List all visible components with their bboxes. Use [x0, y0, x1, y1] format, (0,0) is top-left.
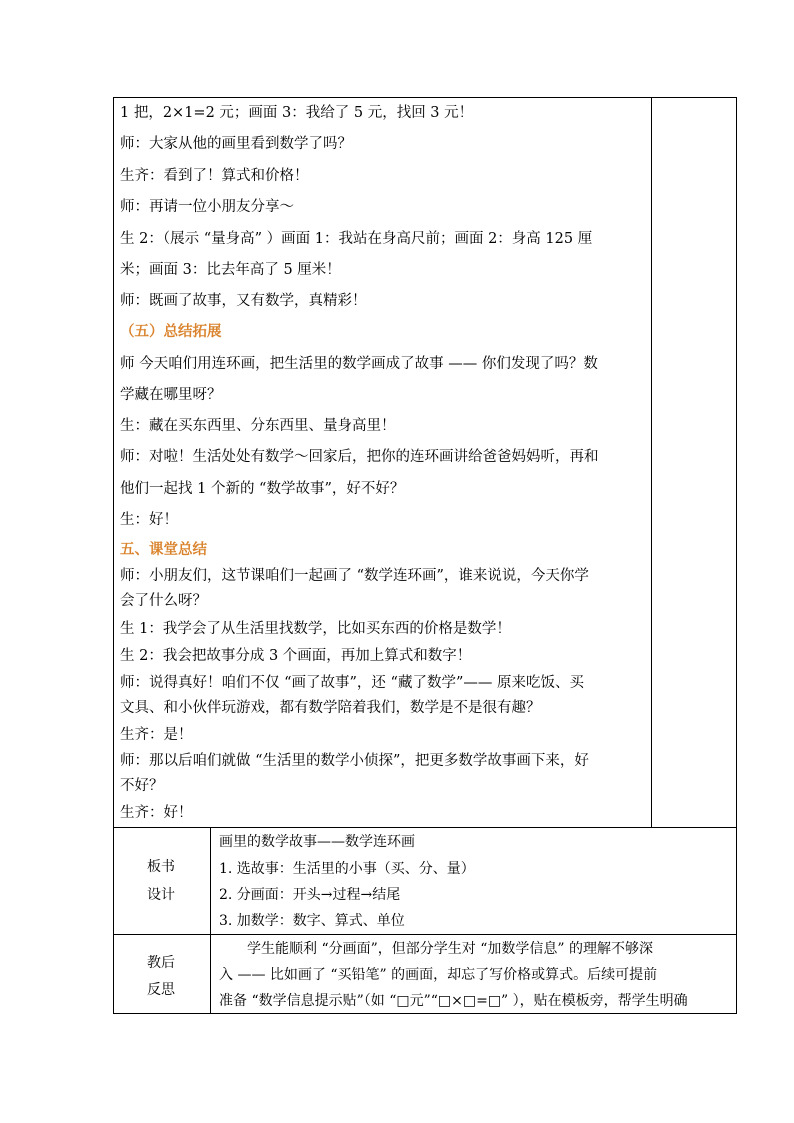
section-heading-class-summary: 五、课堂总结: [120, 541, 207, 558]
board-design-item: 3. 加数学：数字、算式、单位: [219, 913, 405, 929]
lesson-line: 师：那以后咱们就做 “生活里的数学小侦探”，把更多数学故事画下来，好: [120, 753, 589, 769]
lesson-line: 师：再请一位小朋友分享～: [120, 199, 294, 215]
board-design-title: 画里的数学故事——数学连环画: [219, 834, 415, 850]
lesson-line: 师：既画了故事，又有数学，真精彩！: [120, 293, 367, 309]
notes-column-divider: [651, 97, 652, 827]
lesson-line: 师：对啦！生活处处有数学～回家后，把你的连环画讲给爸爸妈妈听，再和: [120, 449, 599, 465]
lesson-line: 生：好！: [120, 512, 178, 528]
lesson-line: 师 今天咱们用连环画，把生活里的数学画成了故事 —— 你们发现了吗？数: [120, 356, 598, 372]
reflection-text-line: 学生能顺利 “分画面”，但部分学生对 “加数学信息” 的理解不够深: [219, 941, 653, 957]
lesson-line: 不好？: [120, 778, 164, 794]
lesson-line: 会了什么呀？: [120, 593, 207, 609]
label-column-divider: [210, 827, 211, 1014]
reflection-label-2: 反思: [147, 982, 175, 998]
lesson-line: 他们一起找 1 个新的 “数学故事”，好不好？: [120, 481, 405, 497]
lesson-line: 生齐：好！: [120, 805, 193, 821]
lesson-line: 生齐：看到了！算式和价格！: [120, 168, 309, 184]
lesson-line: 生齐：是！: [120, 727, 193, 743]
table-border-bottom: [113, 1013, 737, 1014]
lesson-line: 米；画面 3：比去年高了 5 厘米！: [120, 262, 341, 278]
lesson-line: 1 把，2×1=2 元；画面 3：我给了 5 元，找回 3 元！: [120, 105, 474, 121]
lesson-line: 生 2：（展示 “量身高” ）画面 1：我站在身高尺前；画面 2：身高 125 厘: [120, 231, 593, 247]
lesson-line: 生 2：我会把故事分成 3 个画面，再加上算式和数字！: [120, 648, 472, 664]
lesson-line: 生：藏在买东西里、分东西里、量身高里！: [120, 418, 396, 434]
reflection-text-line: 准备 “数学信息提示贴”（如 “□元”“□×□=□” ），贴在模板旁，帮学生明确: [219, 993, 688, 1009]
row-divider-board: [113, 827, 737, 828]
lesson-line: 师：小朋友们，这节课咱们一起画了 “数学连环画”，谁来说说，今天你学: [120, 568, 589, 584]
row-divider-reflection: [113, 934, 737, 935]
lesson-line: 文具、和小伙伴玩游戏，都有数学陪着我们，数学是不是很有趣？: [120, 700, 541, 716]
lesson-line: 师：大家从他的画里看到数学了吗？: [120, 136, 352, 152]
reflection-label-1: 教后: [147, 955, 175, 971]
table-border-left: [113, 97, 114, 1014]
board-design-item: 2. 分画面：开头→过程→结尾: [219, 887, 401, 903]
board-design-item: 1. 选故事：生活里的小事（买、分、量）: [219, 861, 475, 877]
lesson-line: 师：说得真好！咱们不仅 “画了故事”，还 “藏了数学”—— 原来吃饭、买: [120, 675, 584, 691]
reflection-text-line: 入 —— 比如画了 “买铅笔” 的画面，却忘了写价格或算式。后续可提前: [219, 967, 658, 983]
lesson-line: 生 1：我学会了从生活里找数学，比如买东西的价格是数学！: [120, 621, 511, 637]
lesson-line: 学藏在哪里呀？: [120, 387, 222, 403]
board-design-label-2: 设计: [147, 887, 175, 903]
table-border-right: [736, 97, 737, 1014]
board-design-label-1: 板书: [147, 859, 175, 875]
section-heading-summary-extension: （五）总结拓展: [120, 323, 222, 340]
table-border-top: [113, 97, 737, 98]
